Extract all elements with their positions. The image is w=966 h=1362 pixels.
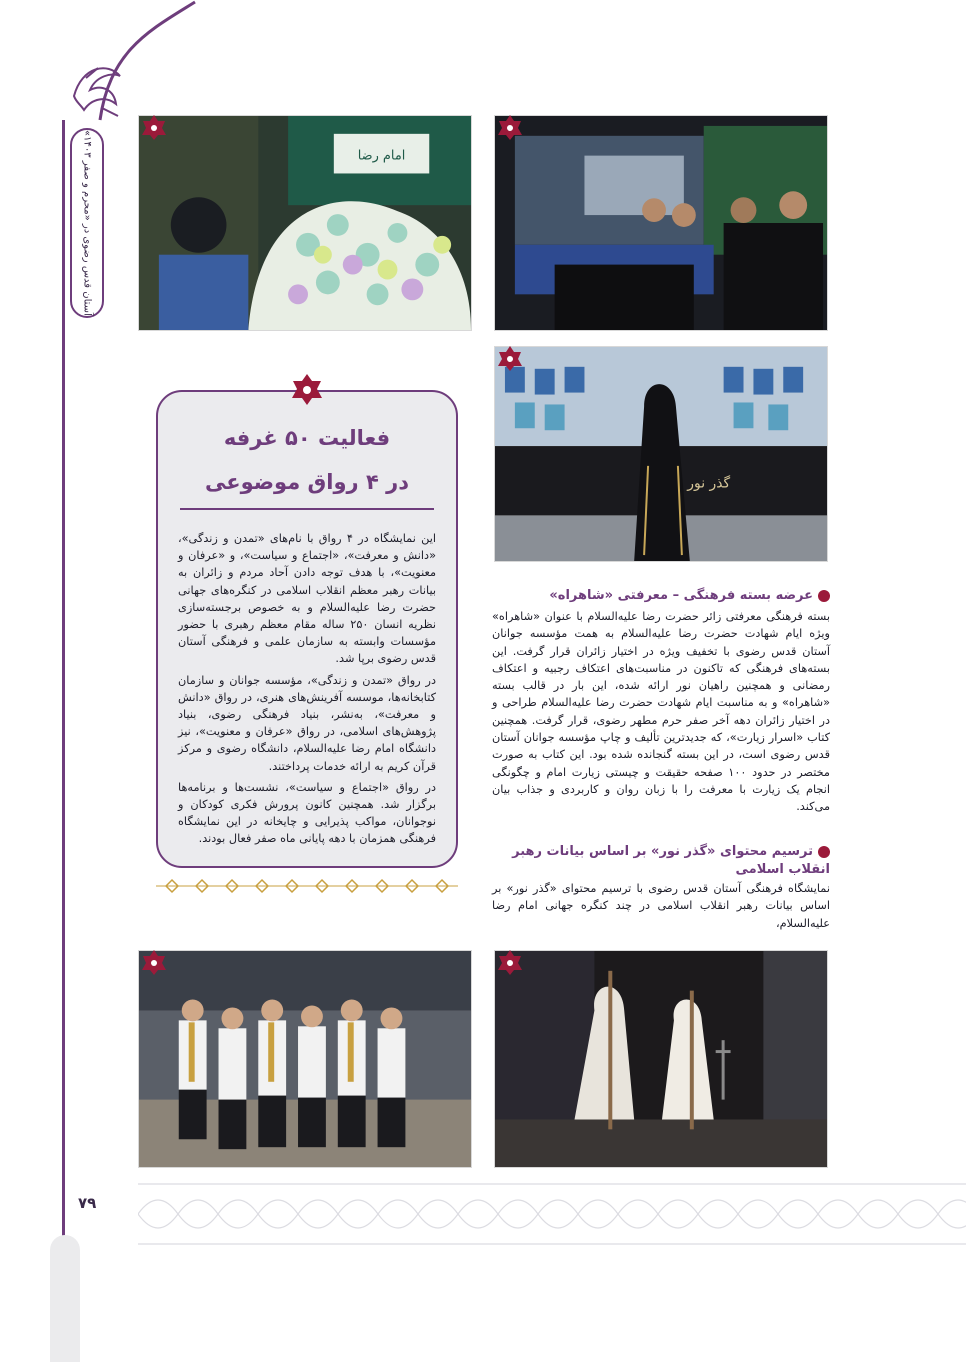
- info-box-badge-icon: [290, 372, 324, 406]
- info-box-divider: [180, 508, 434, 510]
- section2-heading-line1: ترسیم محتوای «گذر نور» بر اساس بیانات رهبر: [512, 844, 813, 859]
- divider-ornament: [156, 876, 458, 896]
- photo-bookstall: [494, 346, 828, 562]
- photo-booth-crowd: [494, 115, 828, 331]
- photo-badge-icon: [496, 344, 524, 372]
- section1-heading-text: عرضه بسته فرهنگی – معرفتی «شاهراه»: [549, 588, 813, 603]
- info-paragraph: در رواق «اجتماع و سیاست»، نشست‌ها و برنامه‌ها برگزار شد. همچنین کانون پرورش فکری کودکان و نوجوانان، مواکب پذیرایی و چایخانه در این نمایشگاه فرهنگی همزمان با دهه پایانی ماه صفر فعال بودند.: [178, 780, 436, 846]
- wall-sign-text: امام رضا: [357, 148, 406, 164]
- bullet-flower-icon: [818, 846, 830, 858]
- bullet-flower-icon: [818, 590, 830, 602]
- info-box-body: [178, 530, 436, 852]
- section2-heading-line2: انقلاب اسلامی: [735, 862, 830, 877]
- photo-children-choir: [138, 950, 472, 1168]
- info-paragraph: این نمایشگاه در ۴ رواق با نام‌های «تمدن و زندگی»، «دانش و معرفت»، «اجتماع و سیاست»، و «عرفان و معنویت»، با هدف توجه دادن آحاد مردم و زائران به بیانات رهبر معظم انقلاب اسلامی در کنگره‌های جهانی حضرت رضا علیه‌السلام و به خصوص برجسته‌سازی نظریه انسان ۲۵۰ ساله مقام معظم رهبری با حضور مؤسسات وابسته به سازمان علمی و فرهنگی آستان قدس رضوی برپا شد.: [178, 532, 436, 666]
- section1-body: بسته فرهنگی معرفتی زائر حضرت رضا علیه‌السلام با عنوان «شاهراه» ویژه ایام شهادت حضرت رضا علیه‌السلام به همت مؤسسه جوانان آستان قدس رضوی با تخفیف ویژه در اختیار زائران قرار گرفت. این بسته‌های فرهنگی که تاکنون در مناسبت‌های اعتکاف رجبیه و اعتکاف رمضانی و همچنین راهیان نور ارائه شده، این بار در قالب بسته «شاهراه» و به مناسبت ایام شهادت حضرت رضا علیه‌السلام طراحی و در اختیار زائران دهه آخر صفر حرم مطهر رضوی، قرار گرفت. همچنین کتاب «اسرار زیارت»، که جدیدترین تألیف و چاپ مؤسسه جوانان آستان قدس رضوی است، در این بسته گنجانده شده بود. این کتاب به صورت مختصر در حدود ۱۰۰ صفحه حقیقت و چیستی زیارت امام و چگونگی انجام یک زیارت با معرفت را با زبان روان و کاربردی و جذاب بیان می‌کند.: [492, 610, 830, 814]
- info-box-title-line2: در ۴ رواق موضوعی: [205, 470, 409, 494]
- photo-badge-icon: [496, 113, 524, 141]
- photo-badge-icon: [140, 113, 168, 141]
- info-box-title-line1: فعالیت ۵۰ غرفه: [223, 426, 391, 450]
- issue-label-text: آستان قدس رضوی در «محرم و صفر ۱۴۰۳»: [81, 130, 93, 316]
- section2-heading: [492, 844, 830, 859]
- section2-body: نمایشگاه فرهنگی آستان قدس رضوی با ترسیم محتوای «گذر نور» بر اساس بیانات رهبر انقلاب اسلامی در چند کنگره جهانی امام رضا علیه‌السلام،: [492, 882, 830, 930]
- margin-rule: [62, 120, 65, 1362]
- photo-wishing-wall: [138, 115, 472, 331]
- photo-badge-icon: [140, 948, 168, 976]
- page-number: ۷۹: [78, 1194, 97, 1212]
- section1-heading: [492, 588, 830, 603]
- info-paragraph: در رواق «تمدن و زندگی»، مؤسسه جوانان و سازمان کتابخانه‌ها، موسسه آفرینش‌های هنری، در رواق «دانش و معرفت»، به‌نشر، بنیاد فرهنگی رضوی، بنیاد پژوهش‌های اسلامی، در رواق «عرفان و معنویت»، نیز دانشگاه امام رضا علیه‌السلام، دانشگاه رضوی و مرکز قرآن کریم به ارائه خدمات پرداختند.: [178, 673, 436, 773]
- calligraphy-logo-icon: [68, 56, 130, 124]
- bookstall-banner-text: گذر نور: [687, 475, 731, 492]
- photo-religious-reenactment: [494, 950, 828, 1168]
- issue-side-label: [70, 128, 104, 318]
- info-box: [156, 390, 458, 868]
- bottom-pattern-band: [138, 1176, 966, 1252]
- page-tab: [50, 1235, 80, 1362]
- photo-badge-icon: [496, 948, 524, 976]
